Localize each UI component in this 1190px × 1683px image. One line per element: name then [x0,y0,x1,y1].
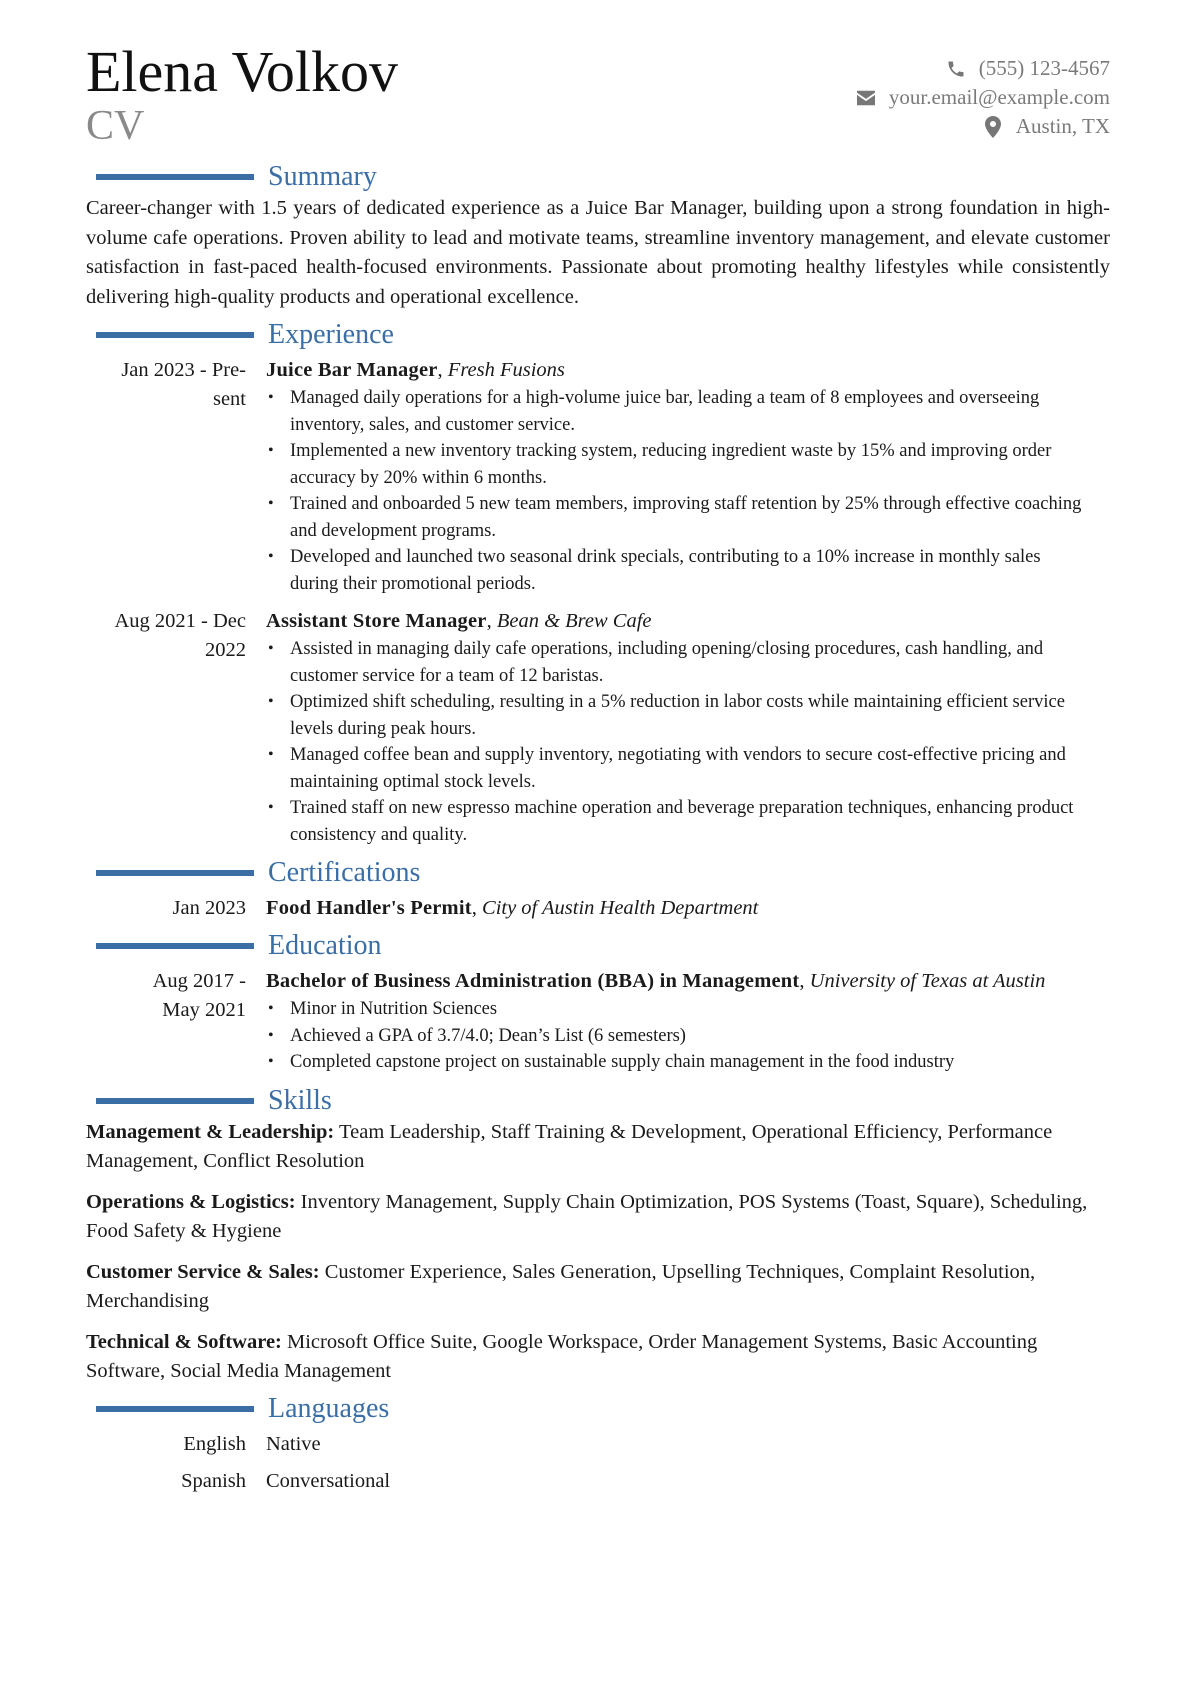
organization: Fresh Fusions [447,359,565,381]
organization: City of Austin Health Department [482,897,759,919]
contact-phone [855,54,1110,83]
language-row [86,1463,1110,1500]
language-row [86,1426,1110,1463]
list-item: • Managed daily operations for a high-volume juice bar, leading a team of 8 employees and overseeing inventory, sales, and customer service. [290,385,1110,438]
list-item: • Optimized shift scheduling, resulting in a 5% reduction in labor costs while maintaining efficient service levels during peak hours. [290,689,1110,742]
entry-title: Juice Bar Manager, Fresh Fusions [266,359,565,381]
skill-values: Customer Experience, Sales Generation, Upselling Techniques, Complaint Resolution, Merchandising [86,1260,1036,1312]
section-title: Languages [268,1392,390,1424]
experience-entry [86,607,1110,854]
skill-group [86,1258,1110,1316]
summary-text: Career-changer with 1.5 years of dedicated experience as a Juice Bar Manager, building upon a strong foundation in high-volume cafe operations. Proven ability to lead and motivate teams, streamline inventory management, and elevate customer satisfaction in fast-paced health-focused environments. Passionate about promoting healthy lifestyles while consistently delivering high-quality products and operational excellence. [86,197,1110,308]
list-item: • Managed coffee bean and supply inventory, negotiating with vendors to secure cost-effective pricing and maintaining optimal stock levels. [290,742,1110,795]
section-header-summary [86,160,1110,194]
section-title: Certifications [268,857,421,888]
section-rule [96,943,254,949]
candidate-name: Elena Volkov [86,39,399,104]
organization: University of Texas at Austin [809,970,1046,992]
bullet-list [266,636,1110,848]
phone-text[interactable]: (555) 123-4567 [978,56,1110,80]
entry-title: Food Handler's Permit, City of Austin Health Department [266,897,759,919]
section-title: Experience [268,319,394,350]
experience-entry [86,356,1110,603]
section-header-education [86,929,1110,963]
language-level: Native [266,1432,321,1455]
date-line: May 2021 [162,999,246,1021]
skill-values: Inventory Management, Supply Chain Optimization, POS Systems (Toast, Square), Scheduling, Food Safety & Hygiene [86,1190,1088,1242]
entry-title: Bachelor of Business Administration (BBA) in Management, University of Texas at Austin [266,970,1046,992]
skill-label: Customer Service & Sales: [86,1260,320,1283]
contact-location [855,112,1110,141]
section-rule [96,1098,254,1104]
bullet-list [266,385,1110,597]
location-text: Austin, TX [1015,114,1110,138]
list-item: • Developed and launched two seasonal drink specials, contributing to a 10% increase in monthly sales during their promotional periods. [290,544,1110,597]
bullet-list [266,996,1110,1076]
certification-name: Food Handler's Permit [266,897,472,919]
location-pin-icon [982,116,1004,138]
date-line: Jan 2023 [172,897,246,919]
section-rule [96,1406,254,1412]
list-item: • Trained staff on new espresso machine operation and beverage preparation techniques, enhancing product consistency and quality. [290,795,1110,848]
role-title: Juice Bar Manager [266,359,438,381]
role-title: Assistant Store Manager [266,610,487,632]
section-header-experience [86,318,1110,352]
skill-values: Team Leadership, Staff Training & Development, Operational Efficiency, Performance Management, Conflict Resolution [86,1120,1053,1172]
email-icon [855,87,877,109]
skill-label: Management & Leadership: [86,1120,335,1143]
date-line: Aug 2017 - [152,970,246,992]
entry-title: Assistant Store Manager, Bean & Brew Cafe [266,610,652,632]
list-item: • Assisted in managing daily cafe operations, including opening/closing procedures, cash handling, and customer service for a team of 12 baristas. [290,636,1110,689]
email-text[interactable]: your.email@example.com [888,85,1110,109]
education-entry [86,967,1110,1082]
section-rule [96,332,254,338]
section-rule [96,870,254,876]
section-title: Summary [268,161,377,192]
entry-body [266,894,1110,923]
list-item: • Implemented a new inventory tracking system, reducing ingredient waste by 15% and improving order accuracy by 20% within 6 months. [290,438,1110,491]
header [86,40,1110,158]
date-line: 2022 [205,639,246,661]
entry-body [266,967,1110,1082]
certification-entry [86,894,1110,923]
list-item: • Trained and onboarded 5 new team members, improving staff retention by 25% through effective coaching and development programs. [290,491,1110,544]
phone-icon [945,58,967,80]
language-name: English [183,1432,246,1455]
entry-date [86,607,266,854]
entry-date [86,356,266,603]
date-line: Aug 2021 - Dec [114,610,246,632]
entry-body [266,356,1110,603]
degree-title: Bachelor of Business Administration (BBA) in Management [266,970,800,992]
entry-body [266,607,1110,854]
skill-group [86,1118,1110,1176]
section-title: Skills [268,1084,332,1116]
skill-label: Operations & Logistics: [86,1190,296,1213]
section-rule [96,174,254,180]
skill-group [86,1188,1110,1246]
entry-date [86,894,266,923]
contact-block [855,54,1110,141]
section-header-languages [86,1392,1110,1426]
skill-values: Microsoft Office Suite, Google Workspace, Order Management Systems, Basic Accounting Software, Social Media Management [86,1330,1038,1382]
list-item: • Completed capstone project on sustainable supply chain management in the food industry [290,1049,1110,1076]
date-line: Jan 2023 - Pre- [121,359,246,381]
cv-page [86,40,1110,1500]
section-header-certifications [86,856,1110,890]
skill-group [86,1328,1110,1386]
language-name: Spanish [181,1469,246,1492]
list-item: • Achieved a GPA of 3.7/4.0; Dean’s List (6 semesters) [290,1023,1110,1050]
language-level: Conversational [266,1469,391,1492]
organization: Bean & Brew Cafe [496,610,652,632]
list-item: • Minor in Nutrition Sciences [290,996,1110,1023]
section-title: Education [268,930,382,961]
date-line: sent [212,388,246,410]
skill-label: Technical & Software: [86,1330,282,1353]
document-subtitle: CV [86,103,145,149]
section-header-skills [86,1084,1110,1118]
contact-email [855,83,1110,112]
entry-date [86,967,266,1082]
